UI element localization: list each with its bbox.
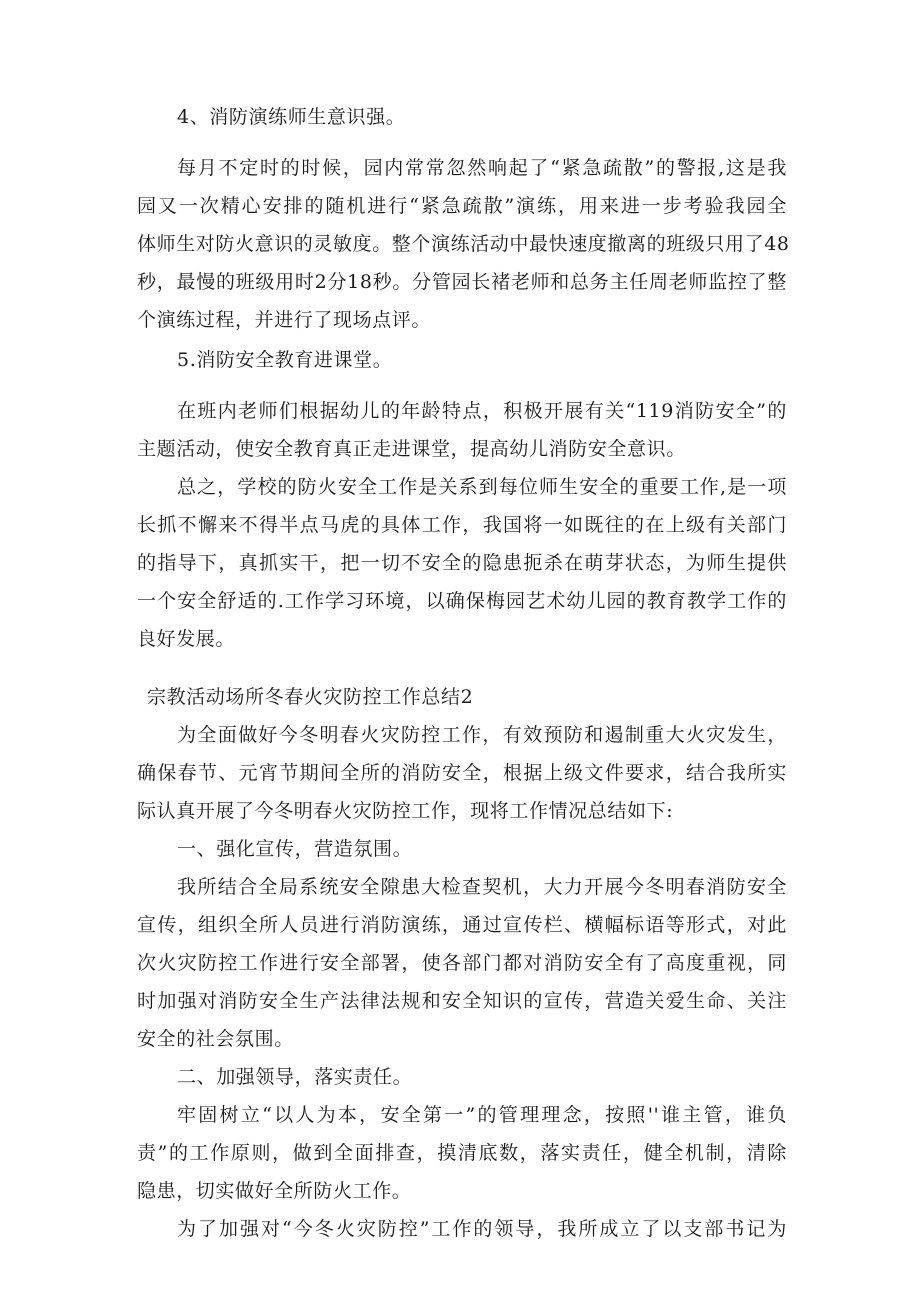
heading-fire-drill: 4、消防演练师生意识强。 [177,106,406,128]
paragraph-line: 长抓不懈来不得半点马虎的具体工作，我国将一如既往的在上级有关部门 [137,514,787,536]
paragraph-line: 我所结合全局系统安全隙患大检查契机，大力开展今冬明春消防安全 [177,876,787,898]
paragraph-line: 每月不定时的时候，园内常常忽然响起了“紧急疏散”的警报,这是我 [177,157,787,179]
paragraph-line: 为全面做好今冬明春火灾防控工作，有效预防和遏制重大火灾发生， [177,724,787,746]
paragraph-line: 际认真开展了今冬明春火灾防控工作，现将工作情况总结如下: [137,800,674,822]
paragraph-line: 主题活动，使安全教育真正走进课堂，提高幼儿消防安全意识。 [137,438,686,460]
paragraph-line: 体师生对防火意识的灵敏度。整个演练活动中最快速度撤离的班级只用了48 [137,233,790,255]
paragraph-line: 时加强对消防安全生产法律法规和安全知识的宣传，营造关爱生命、关注 [137,990,787,1012]
paragraph-line: 安全的社会氛围。 [137,1028,294,1050]
heading-publicity: 一、强化宣传，营造氛围。 [177,838,413,860]
paragraph-line: 牢固树立“以人为本，安全第一”的管理理念，按照''谁主管，谁负 [177,1104,787,1126]
section-title: 宗教活动场所冬春火灾防控工作总结2 [147,686,474,708]
paragraph-line: 宣传，组织全所人员进行消防演练，通过宣传栏、横幅标语等形式，对此 [137,914,787,936]
paragraph-line: 一个安全舒适的.工作学习环境，以确保梅园艺术幼儿园的教育教学工作的 [137,590,787,612]
paragraph-line: 园又一次精心安排的随机进行“紧急疏散”演练，用来进一步考验我园全 [137,195,787,217]
paragraph-line: 为了加强对“今冬火灾防控”工作的领导，我所成立了以支部书记为 [177,1218,787,1240]
paragraph-line: 良好发展。 [137,628,236,650]
paragraph-line: 总之，学校的防火安全工作是关系到每位师生安全的重要工作,是一项 [177,476,787,498]
paragraph-line: 隐患，切实做好全所防火工作。 [137,1180,412,1202]
paragraph-line: 个演练过程，并进行了现场点评。 [137,309,432,331]
paragraph-line: 的指导下，真抓实干，把一切不安全的隐患扼杀在萌芽状态，为师生提供 [137,552,787,574]
paragraph-line: 在班内老师们根据幼儿的年龄特点，积极开展有关“119消防安全”的 [177,400,787,422]
heading-leadership: 二、加强领导，落实责任。 [177,1066,413,1088]
paragraph-line: 次火灾防控工作进行安全部署，使各部门都对消防安全有了高度重视，同 [137,952,787,974]
heading-fire-education: 5.消防安全教育进课堂。 [177,349,393,371]
paragraph-line: 确保春节、元宵节期间全所的消防安全，根据上级文件要求，结合我所实 [137,762,787,784]
paragraph-line: 秒，最慢的班级用时2分18秒。分管园长褚老师和总务主任周老师监控了整 [137,271,787,293]
paragraph-line: 责”的工作原则，做到全面排查，摸清底数，落实责任，健全机制，清除 [137,1142,787,1164]
